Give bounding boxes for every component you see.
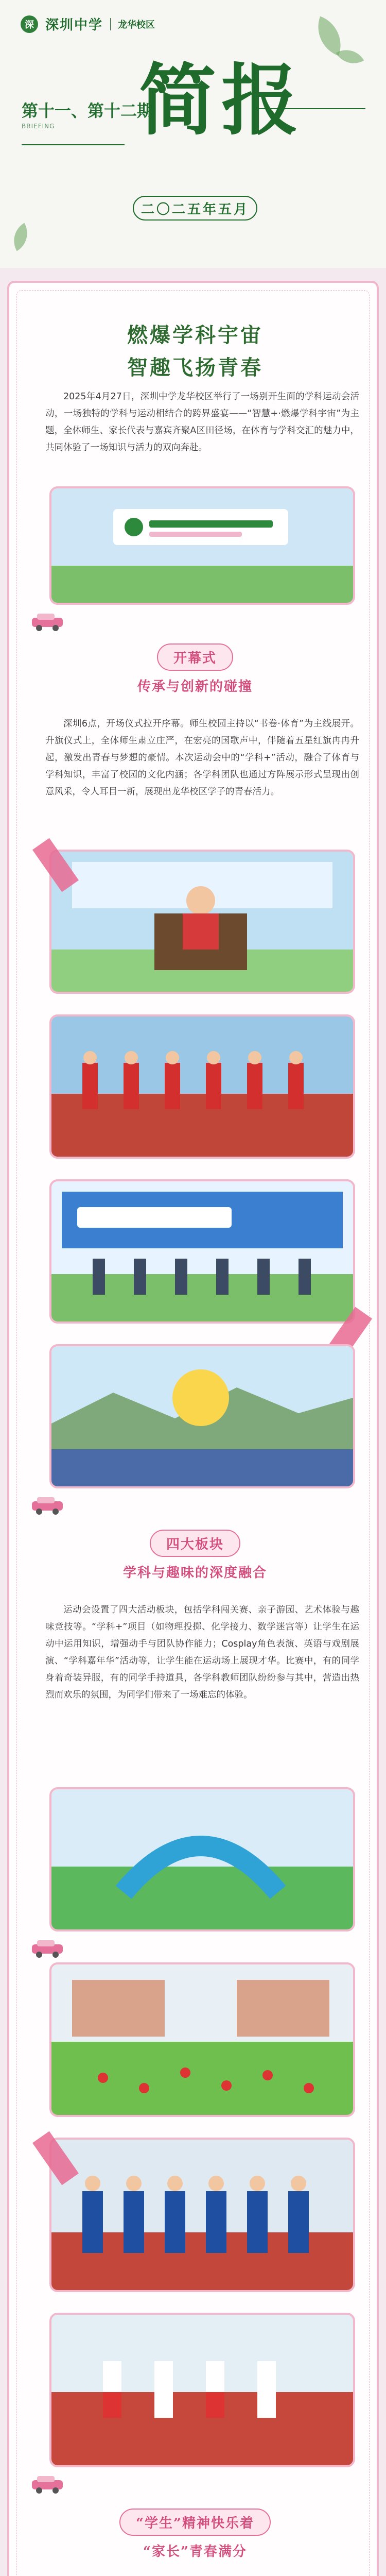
section-tag: 开幕式 [157,643,233,671]
balloon-image [51,1346,353,1486]
page-title: 简报 [139,55,304,146]
banner-image [51,488,353,603]
section-paragraph: 深圳6点，开场仪式拉开序幕。师生校园主持以“书卷·体育”为主线展开。升旗仪式上，全体师生肃立庄严，在宏亮的国歌声中，伴随着五星红旗冉冉升起，激发出青春与梦想的豪情。本次运动会中的“学科+”活动，融合了体育与学科知识，丰富了校园的文化内涵；各学科团队也通过方阵展示形式呈现出创意风采，令人耳目一新，展现出龙华校区学子的青春活力。 [45,719,359,797]
section-subtitle: 传承与创新的碰撞 [137,679,253,694]
section-subtitle: “家长”青春满分 [143,2544,247,2560]
issue-number: 第十一、第十二期 [22,101,154,121]
school-campus: 龙华校区 [118,19,155,30]
flag-photo [49,1014,355,1159]
divider [22,144,125,145]
speaker-image [51,852,353,992]
article-card [7,281,379,2576]
intro-paragraph: 2025年4月27日，深圳中学龙华校区举行了一场别开生面的学科运动会活动，一场独特的学科与运动相结合的跨界盛宴——“智慧+·燃爆学科宇宙”为主题，全体师生、家长代表与嘉宾齐聚A区田径场，在体育与学科交汇的魅力中，共同体验了一场知识与活力的双向奔赴。 [45,392,359,453]
car-icon [30,2475,66,2495]
field-image [51,1964,353,2115]
school-name: 深圳中学 [45,18,103,33]
field-photo [49,1962,355,2117]
section-opening-heading [9,643,381,695]
header [0,0,386,268]
car-icon [30,1939,66,1959]
issue-date: 二〇二五年五月 [133,196,257,221]
speaker-photo [49,850,355,994]
section-subtitle: 学科与趣味的深度融合 [122,1565,267,1581]
race-image [51,2315,353,2465]
students-photo [49,2138,355,2292]
leaf-icon [7,223,35,251]
race-photo [49,2313,355,2467]
students-image [51,2140,353,2290]
section-family-heading [9,2509,381,2560]
article-title [9,319,381,381]
banner-photo [49,486,355,605]
stage-image [51,1181,353,1321]
stage-photo [49,1179,355,1324]
article-title-line2: 智趣飞扬青春 [127,355,263,380]
balloon-photo [49,1344,355,1488]
issue-english: BRIEFING [22,123,55,130]
section-tag: 四大板块 [150,1530,240,1557]
section-paragraph: 运动会设置了四大活动板块，包括学科闯关赛、亲子游园、艺术体验与趣味竞技等。“学科+”项目（如物理投掷、化学接力、数学迷宫等）让学生在运动中运用知识，增强动手与团队协作能力；Cosplay角色表演、英语与戏剧展演、“学科嘉年华”活动等，让学生能在运动场上展现才华。比赛中，有的同学身着奇装异服，有的同学手持道具，各学科教师团队纷纷参与其中，营造出热烈而欢乐的氛围，为同学们带来了一场难忘的体验。 [45,1605,359,1700]
car-icon [30,613,66,632]
divider [110,18,111,30]
inflatable-image [51,1789,353,1929]
school-logo-row [21,14,155,33]
school-logo-icon: 深 [21,15,38,33]
inflatable-photo [49,1787,355,1931]
car-icon [30,1496,66,1516]
flag-image [51,1016,353,1157]
section-tag: “学生”精神快乐着 [119,2509,271,2536]
article-title-line1: 燃爆学科宇宙 [127,323,263,347]
section-blocks-heading [9,1530,381,1581]
